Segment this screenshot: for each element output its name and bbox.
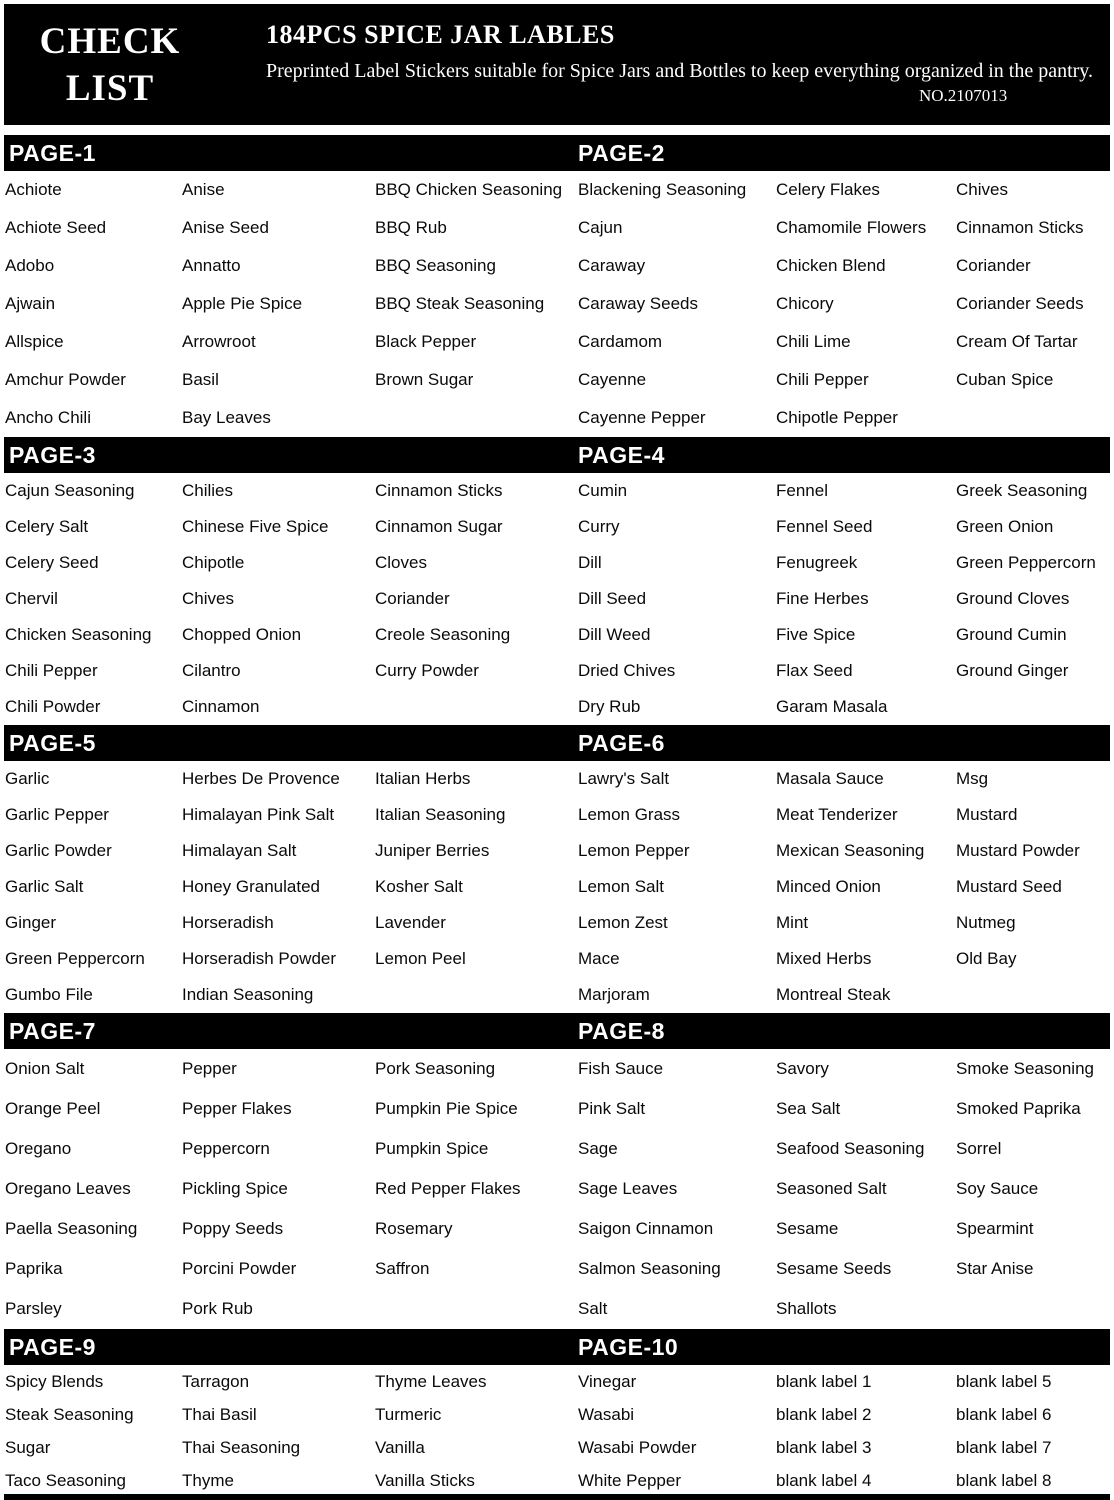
spice-label: Fennel [776, 481, 828, 500]
spice-label: Spicy Blends [5, 1371, 104, 1391]
spice-label: Kosher Salt [375, 877, 463, 896]
spice-label: Fenugreek [776, 553, 858, 572]
spice-label: Chives [182, 589, 234, 608]
spice-label: Dried Chives [578, 661, 676, 680]
spice-label: Chipotle [182, 553, 245, 572]
badge-line-2: LIST [65, 68, 155, 109]
spice-label: Thyme [182, 1470, 234, 1490]
bottom-bar [4, 1494, 1110, 1500]
empty-cell [375, 689, 578, 725]
spice-label: Chicory [776, 294, 834, 313]
spice-label: Apple Pie Spice [182, 294, 303, 313]
spice-label: Cayenne [578, 370, 647, 389]
spice-label: Garlic [5, 769, 50, 788]
spice-label: Himalayan Salt [182, 841, 297, 860]
spice-label: Savory [776, 1059, 829, 1078]
spice-label: Spearmint [956, 1219, 1034, 1238]
spice-label: Tarragon [182, 1371, 250, 1391]
spice-label: Cilantro [182, 661, 241, 680]
spice-label: Shallots [776, 1299, 837, 1318]
spice-label: Mexican Seasoning [776, 841, 925, 860]
spice-label: Wasabi [578, 1404, 635, 1424]
spice-label: Msg [956, 769, 989, 788]
spice-label: Garam Masala [776, 697, 888, 716]
spice-label: Thai Basil [182, 1404, 257, 1424]
spice-label: Lemon Pepper [578, 841, 690, 860]
spice-label: Arrowroot [182, 332, 256, 351]
section-left-label: PAGE-7 [9, 1018, 96, 1044]
spice-grid [4, 1049, 1110, 1329]
spice-label: Cinnamon [182, 697, 260, 716]
spice-label: Old Bay [956, 949, 1017, 968]
spice-label: Sorrel [956, 1139, 1002, 1158]
page-header [4, 4, 1110, 125]
spice-label: Garlic Pepper [5, 805, 109, 824]
spice-label: Pepper [182, 1059, 237, 1078]
spice-label: Marjoram [578, 985, 650, 1004]
section-header-bar [4, 1329, 1110, 1365]
spice-label: Steak Seasoning [5, 1404, 134, 1424]
spice-label: Mustard Powder [956, 841, 1080, 860]
spice-label: Annatto [182, 256, 241, 275]
spice-label: Green Peppercorn [5, 949, 145, 968]
spice-label: Montreal Steak [776, 985, 891, 1004]
sections-container [4, 135, 1110, 1497]
spice-label: Green Peppercorn [956, 553, 1096, 572]
section-header-bar [4, 437, 1110, 473]
empty-cell [956, 977, 1114, 1013]
spice-label: Masala Sauce [776, 769, 884, 788]
empty-cell [375, 977, 578, 1013]
empty-cell [375, 399, 578, 437]
spice-label: Salt [578, 1299, 608, 1318]
spice-label: Mustard Seed [956, 877, 1062, 896]
spice-label: Meat Tenderizer [776, 805, 898, 824]
spice-label: blank label 5 [956, 1371, 1052, 1391]
spice-label: Blackening Seasoning [578, 180, 747, 199]
check-list-badge [30, 18, 190, 112]
spice-label: Brown Sugar [375, 370, 474, 389]
spice-label: Lemon Zest [578, 913, 668, 932]
spice-label: Fish Sauce [578, 1059, 664, 1078]
spice-grid [4, 473, 1110, 725]
spice-label: Bay Leaves [182, 408, 271, 427]
spice-label: Basil [182, 370, 219, 389]
spice-label: Cumin [578, 481, 628, 500]
spice-label: Pork Seasoning [375, 1059, 496, 1078]
spice-label: Himalayan Pink Salt [182, 805, 335, 824]
spice-label: Chicken Seasoning [5, 625, 152, 644]
spice-label: Achiote Seed [5, 218, 107, 237]
spice-label: Chopped Onion [182, 625, 302, 644]
spice-label: Cinnamon Sticks [956, 218, 1084, 237]
spice-label: Dill Seed [578, 589, 647, 608]
section-page-7-8 [4, 1013, 1110, 1329]
spice-label: blank label 6 [956, 1404, 1052, 1424]
spice-label: Oregano [5, 1139, 72, 1158]
spice-label: Caraway [578, 256, 646, 275]
spice-label: Star Anise [956, 1259, 1034, 1278]
spice-label: BBQ Chicken Seasoning [375, 180, 563, 199]
spice-label: blank label 2 [776, 1404, 872, 1424]
spice-label: Sea Salt [776, 1099, 841, 1118]
spice-label: Chili Pepper [776, 370, 869, 389]
spice-label: Orange Peel [5, 1099, 101, 1118]
spice-label: Turmeric [375, 1404, 442, 1424]
spice-label: blank label 1 [776, 1371, 872, 1391]
section-right-label: PAGE-6 [578, 730, 665, 756]
spice-label: Pepper Flakes [182, 1099, 292, 1118]
spice-label: Herbes De Provence [182, 769, 340, 788]
spice-label: Adobo [5, 256, 55, 275]
spice-label: Coriander [956, 256, 1031, 275]
spice-label: Chives [956, 180, 1008, 199]
spice-label: Lawry's Salt [578, 769, 670, 788]
spice-label: Onion Salt [5, 1059, 85, 1078]
spice-label: Achiote [5, 180, 62, 199]
spice-label: Coriander Seeds [956, 294, 1084, 313]
spice-label: Sesame [776, 1219, 839, 1238]
spice-label: Fine Herbes [776, 589, 869, 608]
spice-label: White Pepper [578, 1470, 681, 1490]
empty-cell [375, 1289, 578, 1329]
spice-label: Paprika [5, 1259, 63, 1278]
section-header-bar [4, 1013, 1110, 1049]
spice-label: Lemon Salt [578, 877, 664, 896]
section-header-bar [4, 135, 1110, 171]
spice-label: Celery Seed [5, 553, 99, 572]
spice-label: Flax Seed [776, 661, 853, 680]
section-left-label: PAGE-5 [9, 730, 96, 756]
spice-label: Gumbo File [5, 985, 93, 1004]
spice-label: Ancho Chili [5, 408, 91, 427]
spice-label: Creole Seasoning [375, 625, 511, 644]
spice-label: Five Spice [776, 625, 856, 644]
spice-label: Chili Lime [776, 332, 851, 351]
spice-label: Sesame Seeds [776, 1259, 892, 1278]
spice-label: Horseradish Powder [182, 949, 337, 968]
spice-label: Black Pepper [375, 332, 477, 351]
empty-cell [956, 399, 1114, 437]
section-left-label: PAGE-1 [9, 140, 96, 166]
spice-label: Nutmeg [956, 913, 1016, 932]
spice-label: Coriander [375, 589, 450, 608]
spice-label: Pumpkin Spice [375, 1139, 489, 1158]
spice-label: Chamomile Flowers [776, 218, 927, 237]
spice-label: Saigon Cinnamon [578, 1219, 714, 1238]
section-left-label: PAGE-9 [9, 1334, 96, 1360]
spice-label: Pumpkin Pie Spice [375, 1099, 518, 1118]
spice-label: Taco Seasoning [5, 1470, 126, 1490]
section-header-bar [4, 725, 1110, 761]
spice-label: Sugar [5, 1437, 51, 1457]
spice-label: Mixed Herbs [776, 949, 872, 968]
spice-label: Sage [578, 1139, 618, 1158]
section-page-3-4 [4, 437, 1110, 725]
spice-label: Poppy Seeds [182, 1219, 284, 1238]
spice-label: Smoke Seasoning [956, 1059, 1094, 1078]
spice-label: Paella Seasoning [5, 1219, 138, 1238]
spice-label: Vanilla [375, 1437, 425, 1457]
spice-label: Garlic Salt [5, 877, 84, 896]
spice-label: Ajwain [5, 294, 56, 313]
spice-label: Pink Salt [578, 1099, 646, 1118]
spice-label: Cinnamon Sugar [375, 517, 503, 536]
spice-label: Peppercorn [182, 1139, 270, 1158]
spice-label: Chilies [182, 481, 234, 500]
product-number: NO.2107013 [919, 86, 1008, 105]
spice-label: Chicken Blend [776, 256, 886, 275]
spice-label: Chili Pepper [5, 661, 98, 680]
section-right-label: PAGE-8 [578, 1018, 665, 1044]
section-right-label: PAGE-10 [578, 1334, 679, 1360]
spice-label: Cream Of Tartar [956, 332, 1078, 351]
spice-label: BBQ Steak Seasoning [375, 294, 545, 313]
spice-label: Chili Powder [5, 697, 101, 716]
spice-label: Honey Granulated [182, 877, 320, 896]
spice-label: Mustard [956, 805, 1018, 824]
spice-label: Soy Sauce [956, 1179, 1039, 1198]
spice-label: Indian Seasoning [182, 985, 314, 1004]
spice-label: Curry [578, 517, 620, 536]
spice-label: Anise [182, 180, 225, 199]
spice-label: Anise Seed [182, 218, 269, 237]
spice-label: Caraway Seeds [578, 294, 699, 313]
spice-grid [4, 761, 1110, 1013]
spice-label: Chervil [5, 589, 58, 608]
spice-label: Curry Powder [375, 661, 479, 680]
spice-label: Italian Seasoning [375, 805, 506, 824]
spice-label: Pickling Spice [182, 1179, 288, 1198]
section-page-9-10 [4, 1329, 1110, 1497]
spice-label: Ground Cumin [956, 625, 1067, 644]
spice-label: Porcini Powder [182, 1259, 297, 1278]
spice-label: Thyme Leaves [375, 1371, 487, 1391]
spice-label: Italian Herbs [375, 769, 471, 788]
empty-cell [956, 1289, 1114, 1329]
spice-label: blank label 7 [956, 1437, 1052, 1457]
spice-label: BBQ Rub [375, 218, 447, 237]
spice-label: Lavender [375, 913, 446, 932]
spice-label: Red Pepper Flakes [375, 1179, 521, 1198]
section-right-label: PAGE-2 [578, 140, 665, 166]
spice-label: Dill Weed [578, 625, 651, 644]
spice-label: Celery Flakes [776, 180, 880, 199]
spice-label: Wasabi Powder [578, 1437, 697, 1457]
spice-label: Garlic Powder [5, 841, 112, 860]
spice-label: Minced Onion [776, 877, 881, 896]
section-right-label: PAGE-4 [578, 442, 665, 468]
spice-label: Cinnamon Sticks [375, 481, 503, 500]
spice-label: Juniper Berries [375, 841, 490, 860]
spice-grid [4, 171, 1110, 437]
spice-label: Lemon Grass [578, 805, 681, 824]
spice-label: Horseradish [182, 913, 274, 932]
spice-label: Dill [578, 553, 602, 572]
spice-label: Cajun [578, 218, 623, 237]
spice-label: Ground Ginger [956, 661, 1069, 680]
spice-label: Cayenne Pepper [578, 408, 706, 427]
empty-cell [956, 689, 1114, 725]
spice-label: Ginger [5, 913, 57, 932]
section-left-label: PAGE-3 [9, 442, 96, 468]
spice-label: Cardamom [578, 332, 663, 351]
spice-label: Dry Rub [578, 697, 641, 716]
spice-label: blank label 3 [776, 1437, 872, 1457]
section-page-1-2 [4, 135, 1110, 437]
spice-label: Ground Cloves [956, 589, 1070, 608]
spice-label: Oregano Leaves [5, 1179, 131, 1198]
spice-label: Greek Seasoning [956, 481, 1088, 500]
spice-label: Sage Leaves [578, 1179, 678, 1198]
spice-label: Green Onion [956, 517, 1054, 536]
spice-label: Thai Seasoning [182, 1437, 301, 1457]
spice-label: Allspice [5, 332, 64, 351]
section-page-5-6 [4, 725, 1110, 1013]
spice-label: blank label 4 [776, 1470, 872, 1490]
spice-label: Cajun Seasoning [5, 481, 135, 500]
spice-label: Amchur Powder [5, 370, 126, 389]
spice-label: Vanilla Sticks [375, 1470, 475, 1490]
spice-label: BBQ Seasoning [375, 256, 496, 275]
spice-label: blank label 8 [956, 1470, 1052, 1490]
spice-label: Vinegar [578, 1371, 637, 1391]
page-subtitle: Preprinted Label Stickers suitable for Spice Jars and Bottles to keep everything organized in the pantry. [266, 60, 1093, 82]
badge-line-1: CHECK [39, 21, 181, 62]
spice-label: Seasoned Salt [776, 1179, 887, 1198]
spice-grid [4, 1365, 1110, 1497]
spice-label: Mace [578, 949, 620, 968]
spice-label: Fennel Seed [776, 517, 873, 536]
spice-label: Lemon Peel [375, 949, 466, 968]
spice-label: Cloves [375, 553, 427, 572]
spice-label: Seafood Seasoning [776, 1139, 925, 1158]
spice-label: Saffron [375, 1259, 430, 1278]
spice-label: Salmon Seasoning [578, 1259, 721, 1278]
spice-label: Smoked Paprika [956, 1099, 1081, 1118]
spice-label: Celery Salt [5, 517, 89, 536]
page-title: 184PCS SPICE JAR LABLES [266, 20, 615, 49]
spice-label: Cuban Spice [956, 370, 1054, 389]
spice-label: Mint [776, 913, 809, 932]
spice-label: Rosemary [375, 1219, 453, 1238]
spice-label: Pork Rub [182, 1299, 253, 1318]
spice-label: Parsley [5, 1299, 62, 1318]
spice-label: Chinese Five Spice [182, 517, 329, 536]
spice-label: Chipotle Pepper [776, 408, 898, 427]
